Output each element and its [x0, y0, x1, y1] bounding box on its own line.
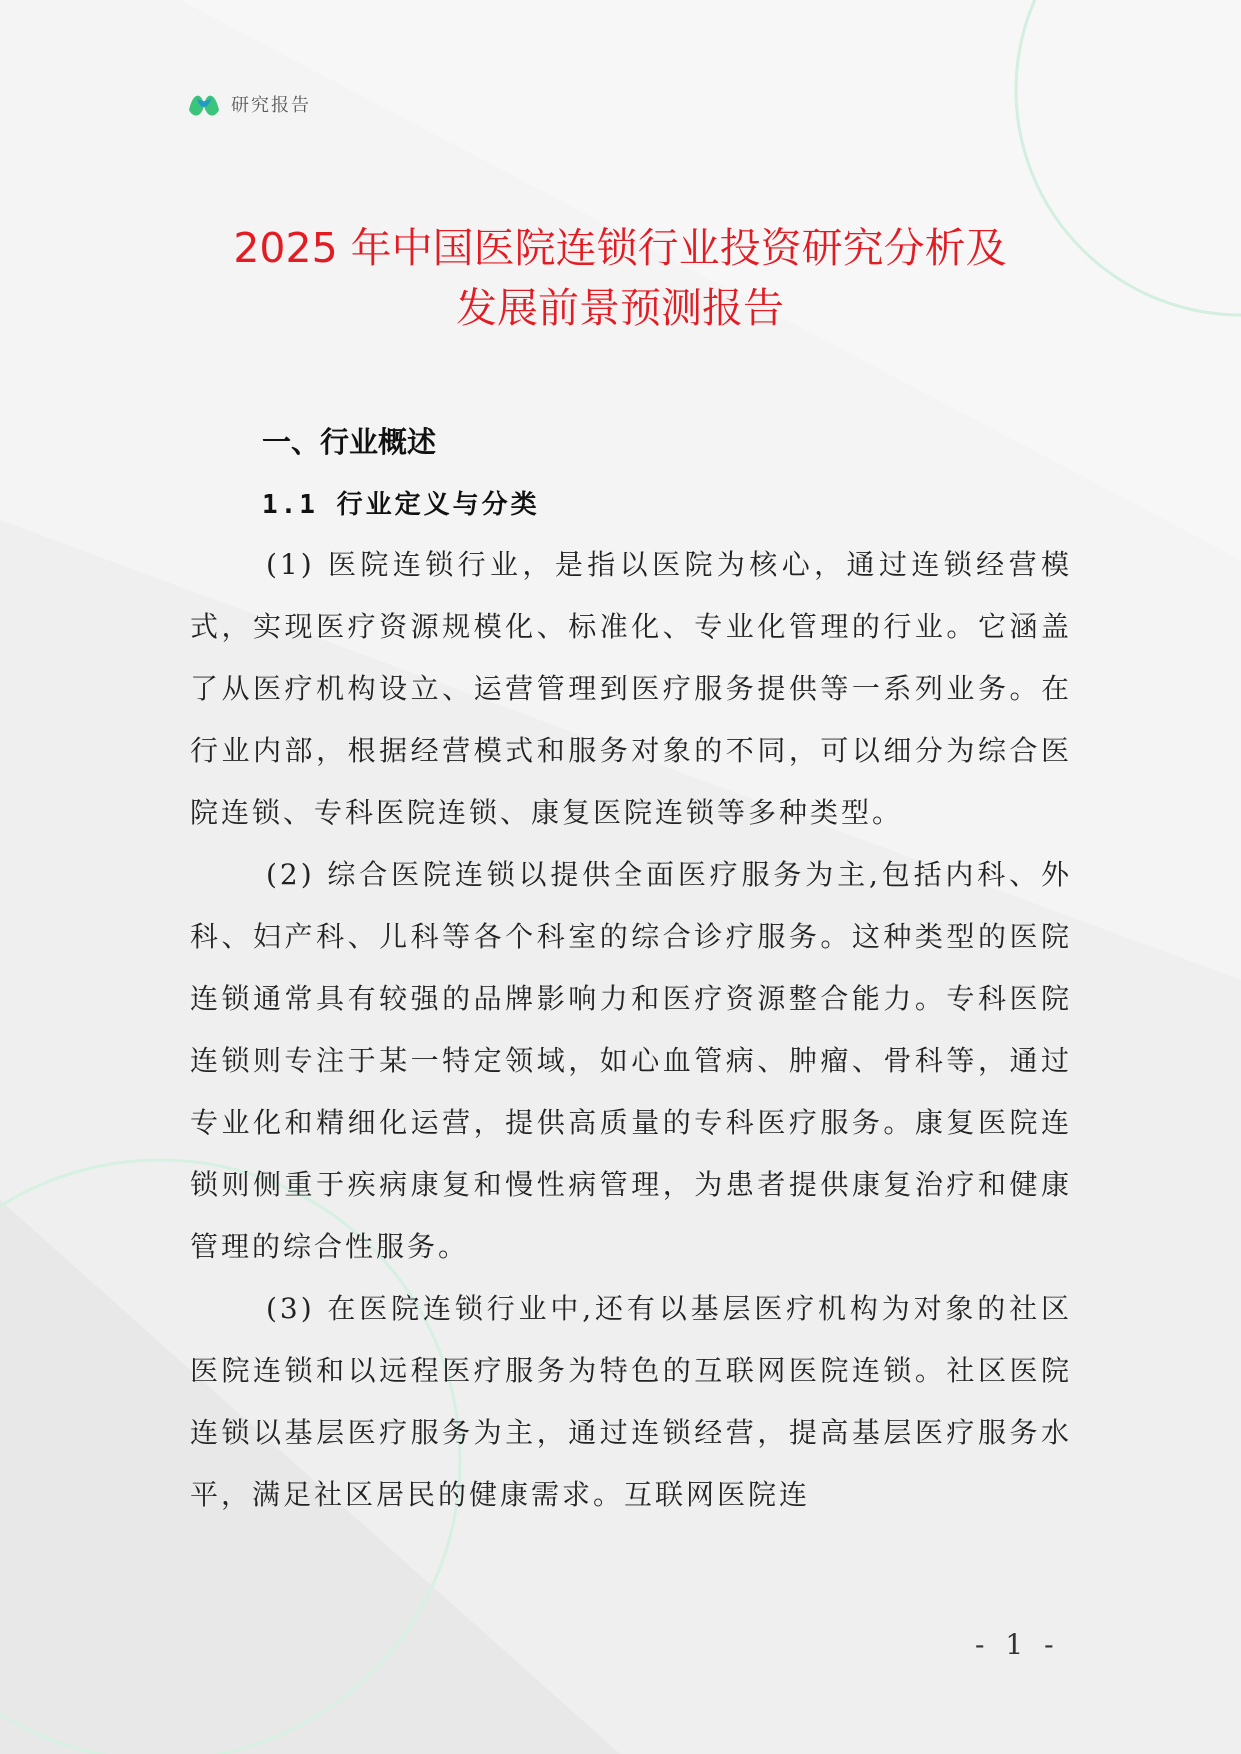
brand-logo-icon — [187, 90, 221, 118]
title-line-1: 2025 年中国医院连锁行业投资研究分析及 — [233, 224, 1007, 272]
body-text — [190, 534, 1072, 1526]
document-title — [150, 218, 1090, 338]
paragraph-2: (2) 综合医院连锁以提供全面医疗服务为主,包括内科、外科、妇产科、儿科等各个科室的综合诊疗服务。这种类型的医院连锁通常具有较强的品牌影响力和医疗资源整合能力。专科医院连锁则专注于某一特定领域，如心血管病、肿瘤、骨科等，通过专业化和精细化运营，提供高质量的专科医疗服务。康复医院连锁则侧重于疾病康复和慢性病管理，为患者提供康复治疗和健康管理的综合性服务。 — [190, 858, 1072, 1263]
subsection-heading: 1.1 行业定义与分类 — [262, 490, 540, 520]
section-heading: 一、行业概述 — [262, 425, 437, 459]
title-line-2: 发展前景预测报告 — [456, 284, 784, 332]
page-number: - 1 - — [975, 1628, 1060, 1661]
report-header — [187, 90, 311, 118]
header-label: 研究报告 — [231, 95, 311, 116]
paragraph-1: (1) 医院连锁行业，是指以医院为核心，通过连锁经营模式，实现医疗资源规模化、标准化、专业化管理的行业。它涵盖了从医疗机构设立、运营管理到医疗服务提供等一系列业务。在行业内部，根据经营模式和服务对象的不同，可以细分为综合医院连锁、专科医院连锁、康复医院连锁等多种类型。 — [190, 548, 1072, 829]
paragraph-3: (3) 在医院连锁行业中,还有以基层医疗机构为对象的社区医院连锁和以远程医疗服务为特色的互联网医院连锁。社区医院连锁以基层医疗服务为主，通过连锁经营，提高基层医疗服务水平，满足社区居民的健康需求。互联网医院连 — [190, 1292, 1072, 1511]
